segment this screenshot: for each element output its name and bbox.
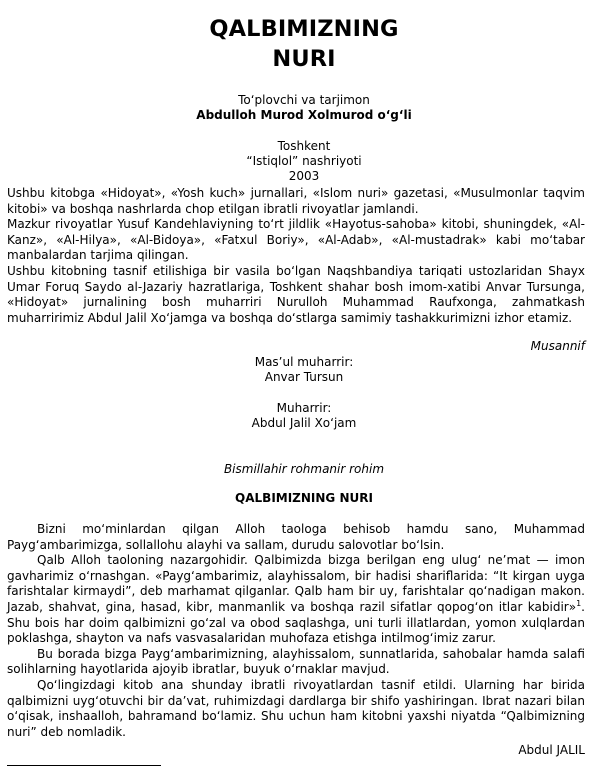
intro-signature: Musannif — [530, 339, 585, 353]
publisher: “Istiqlol” nashriyoti — [246, 154, 362, 168]
city: Toshkent — [277, 139, 331, 153]
book-title-line2: NURI — [272, 46, 336, 72]
compiler-label: To‘plovchi va tarjimon — [238, 93, 370, 107]
body-paragraph: Qo‘lingizdagi kitob ana shunday ibratli rivoyatlardan tasnif etildi. Ularning har birida qalbimizni uyg‘otuvchi bir da’vat, ruhimizdagi dardlarga bir shifo yashiringan. Ibrat nazari bilan o‘qisak, inshaalloh, bahramand bo‘lamiz. Shu uchun ham kitobni yaxshi niyatda “Qalbimizning nuri” deb nomladik. — [7, 677, 585, 739]
editor-label: Muharrir: — [276, 401, 332, 415]
intro-text — [7, 186, 585, 326]
body-paragraph-text: Qalb Alloh taoloning nazargohidir. Qalbimizda bizga berilgan eng ulug‘ ne’mat — imon gavharimiz o‘rnashgan. «Payg‘ambarimiz, alayhissalom, bir hadisi shariflarida: “It kirgan uyga farishtalar kirmaydi”, deb marhamat qilganlar. Qalb ham bir uy, farishtalar qo‘nadigan makon. Jazab, shahvat, gina, hasad, kibr, manmanlik va boshqa razil sifatlar qopog‘on itlar kabidir» — [7, 553, 585, 614]
body-paragraph: Bu borada bizga Payg‘ambarimizning, alayhissalom, sunnatlarida, sahobalar hamda salafi solihlarning hayotlarida ajoyib ibratlar, buyuk o‘rnaklar mavjud. — [7, 646, 585, 677]
body-paragraph — [7, 553, 585, 647]
body-signature: Abdul JALIL — [518, 743, 585, 757]
intro-paragraph: Ushbu kitobga «Hidoyat», «Yosh kuch» jurnallari, «Islom nuri» gazetasi, «Musulmonlar taqvim kitobi» va boshqa nashrlarda chop etilgan ibratli rivoyatlar jamlandi. — [7, 186, 585, 216]
editor-name: Abdul Jalil Xo‘jam — [251, 416, 357, 430]
section-title: QALBIMIZNING NURI — [235, 491, 373, 505]
responsible-editor-name: Anvar Tursun — [264, 370, 344, 384]
basmala: Bismillahir rohmanir rohim — [223, 462, 385, 476]
year: 2003 — [288, 169, 320, 183]
body-paragraph-text: . Shu bois har doim qalbimizni go‘zal va obod saqlashga, uni turli illatlardan, yomon xulqlardan poklashga, shayton va nafs vasvasalaridan muhofaza etishga intilmog‘imiz zarur. — [7, 599, 585, 646]
compiler-name: Abdulloh Murod Xolmurod o‘g‘li — [196, 108, 412, 122]
intro-paragraph: Ushbu kitobning tasnif etilishiga bir vasila bo‘lgan Naqshbandiya tariqati ustozlaridan Shayx Umar Foruq Saydo al-Jazariy hazratlariga, Toshkent shahar bosh imom-xatibi Anvar Tursunga, «Hidoyat» jurnalining bosh muharriri Nurulloh Muhammad Raufxonga, zahmatkash muharririmiz Abdul Jalil Xo‘jamga va boshqa do‘stlarga samimiy tashakkurimizni izhor etamiz. — [7, 263, 585, 325]
intro-paragraph: Mazkur rivoyatlar Yusuf Kandehlaviyning to‘rt jildlik «Hayotus-sahoba» kitobi, shuningdek, «Al-Kanz», «Al-Hilya», «Al-Bidoya», «Fatxul Boriy», «Al-Adab», «Al-mustadrak» kabi mo‘tabar manbalardan tarjima qilingan. — [7, 217, 585, 263]
book-title-line1: QALBIMIZNING — [209, 16, 399, 42]
footnote-divider — [7, 765, 161, 766]
body-text — [7, 522, 585, 740]
footnote-marker: 1 — [576, 598, 582, 608]
book-title — [0, 14, 608, 74]
body-paragraph: Bizni mo‘minlardan qilgan Alloh taologa behisob hamdu sano, Muhammad Payg‘ambarimizga, sollallohu alayhi va sallam, durudu salovotlar bo‘lsin. — [7, 522, 585, 552]
responsible-editor-label: Mas’ul muharrir: — [254, 355, 354, 369]
